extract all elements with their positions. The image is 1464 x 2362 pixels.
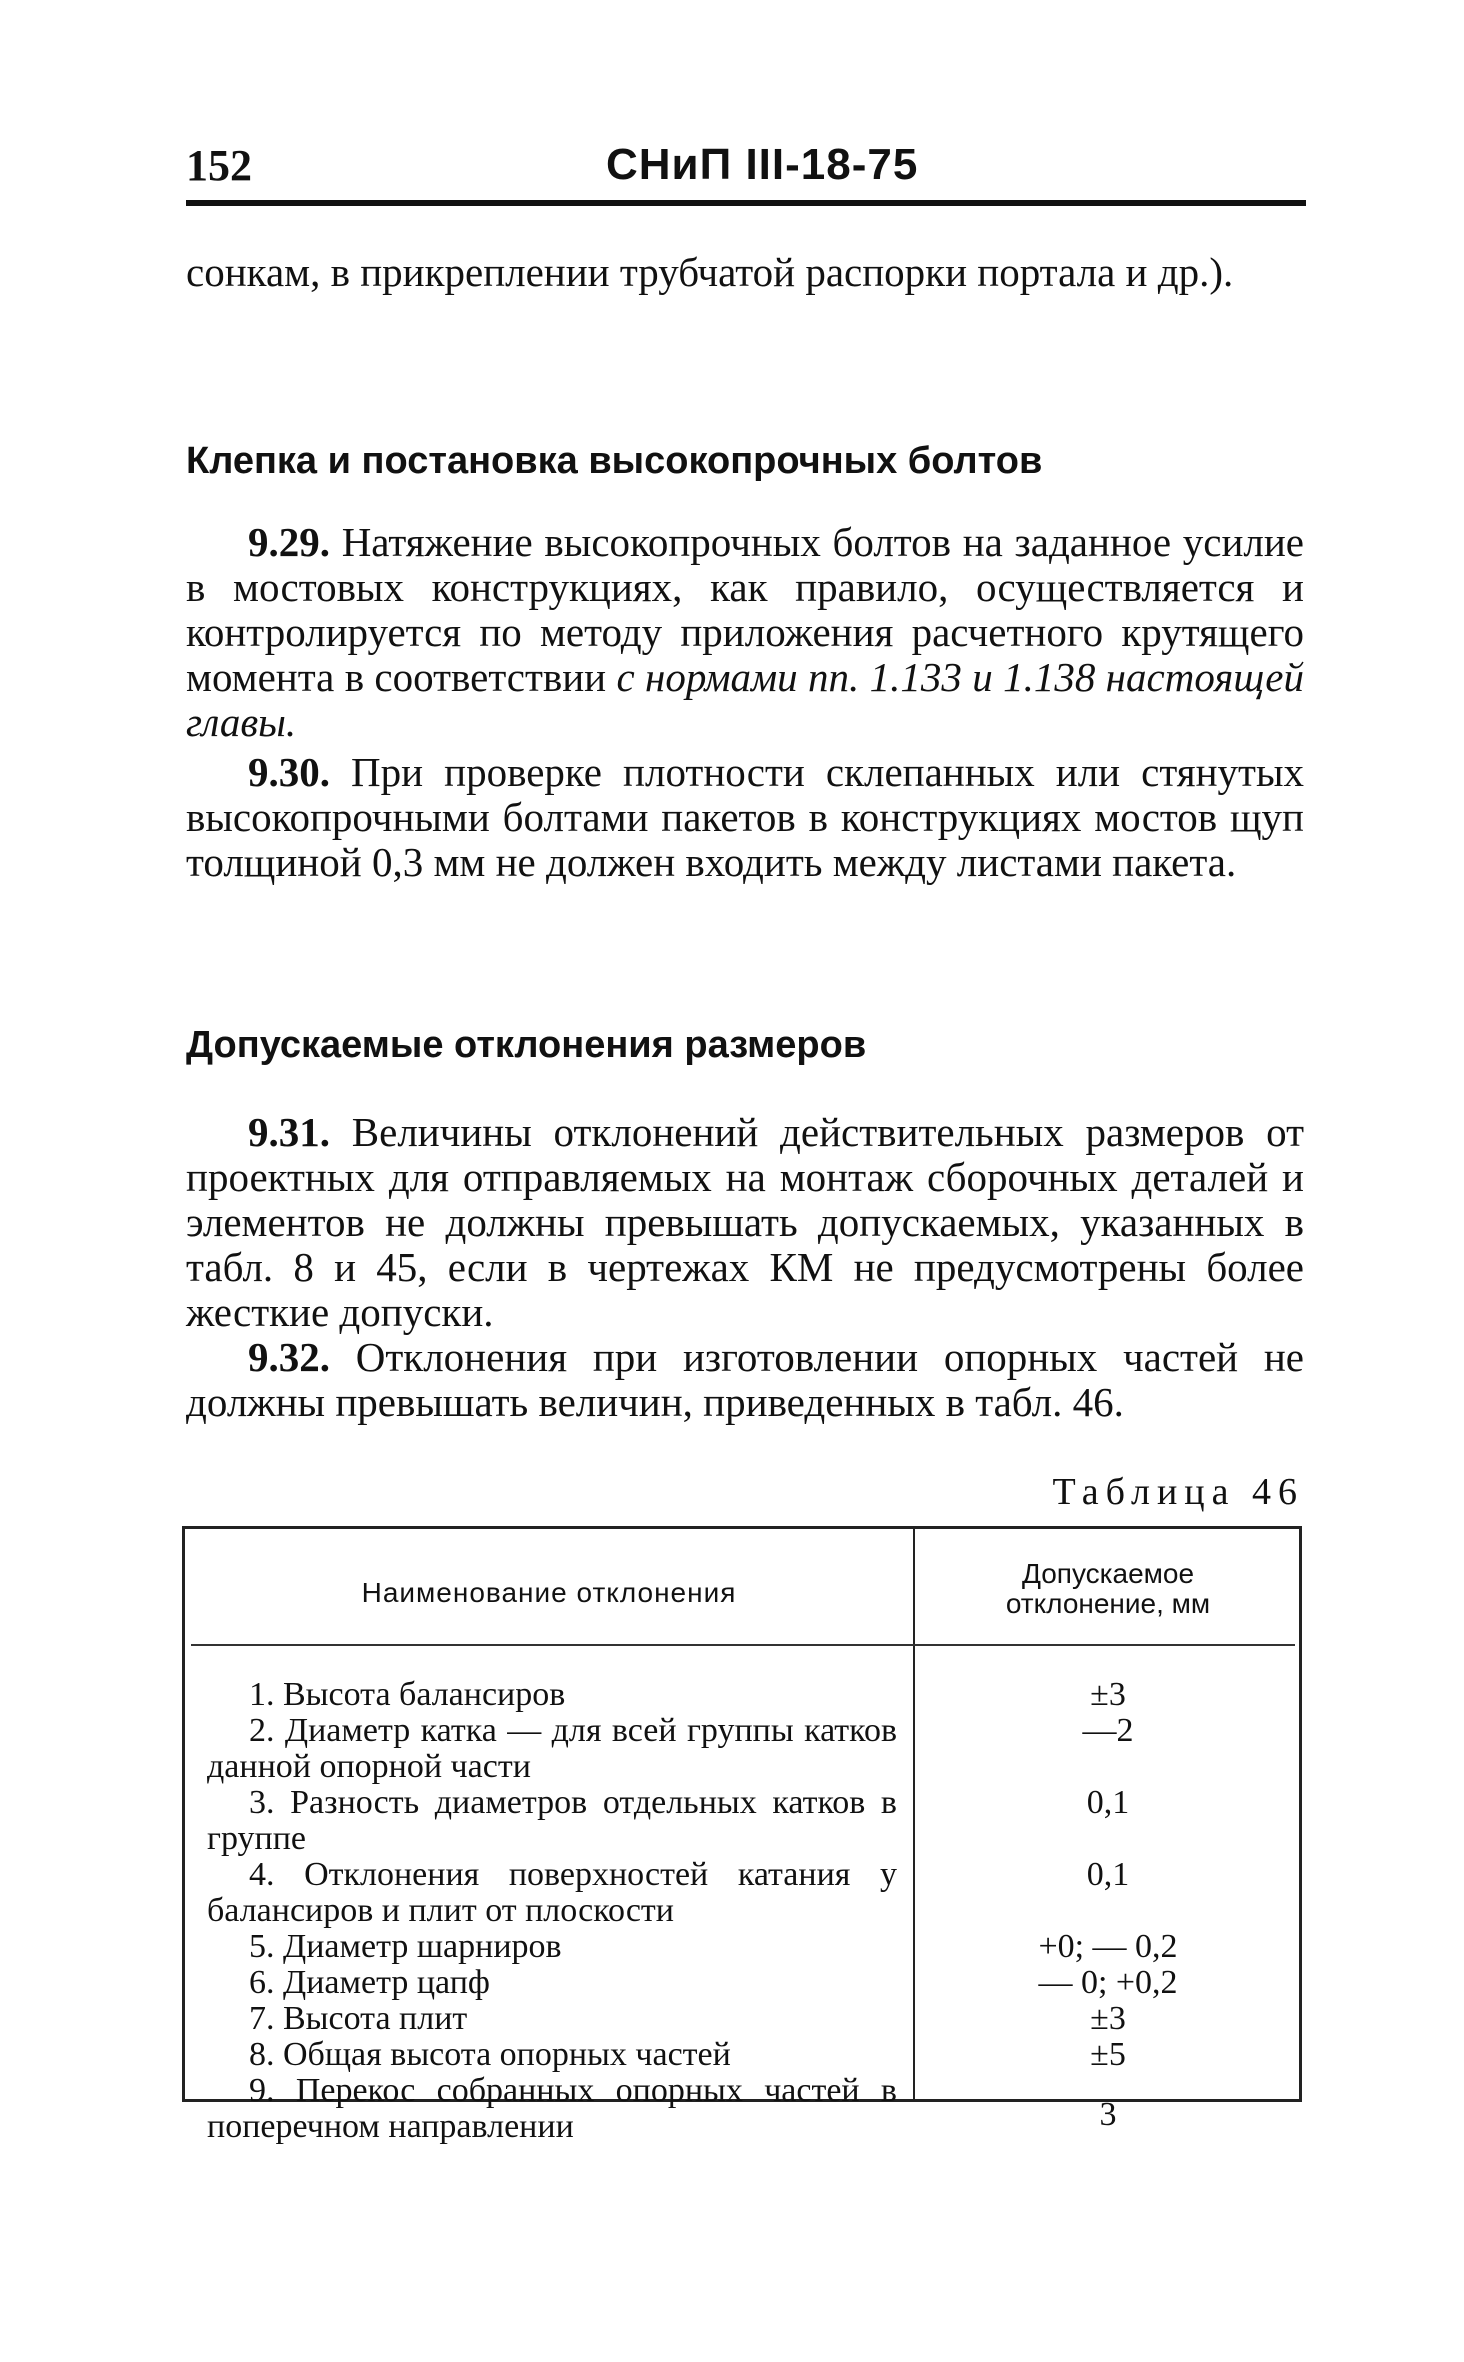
row-value: ±3: [1090, 2000, 1126, 2037]
paragraph-number: 9.31.: [248, 1109, 330, 1155]
header-rule: [191, 1644, 1295, 1646]
row-value: +0; — 0,2: [1038, 1928, 1178, 1965]
page-header: [186, 140, 1306, 200]
paragraph-text: Величины отклонений действительных размеров от проектных для отправляемых на монтаж сборочных деталей и элементов не должны превышать допускаемых, указанных в табл. 8 и 45, если в чертежах КМ не предусмотрены более жесткие допуски.: [186, 1109, 1304, 1335]
paragraph-text-reference: с нормами пп. 1.133 и 1.138 настоящей главы.: [186, 654, 1305, 745]
row-label: 8. Общая высота опорных частей: [249, 2036, 731, 2073]
paragraph-number: 9.32.: [248, 1334, 330, 1380]
paragraph-9-31: [186, 1110, 1304, 1335]
row-label: 2. Диаметр катка — для всей группы катков данной опорной части: [207, 1712, 897, 1785]
section-heading-deviations: Допускаемые отклонения размеров: [186, 1024, 867, 1066]
row-value: —2: [1082, 1712, 1134, 1749]
section-heading-riveting: Клепка и постановка высокопрочных болтов: [186, 440, 1043, 482]
row-label: 4. Отклонения поверхностей катания у балансиров и плит от плоскости: [207, 1856, 897, 1929]
row-label: 1. Высота балансиров: [249, 1676, 566, 1713]
table-caption: Таблица 46: [1052, 1471, 1304, 1513]
paragraph-number: 9.30.: [248, 749, 330, 795]
row-value: 0,1: [1086, 1784, 1130, 1821]
paragraph-text: При проверке плотности склепанных или стянутых высокопрочными болтами пакетов в конструкциях мостов щуп толщиной 0,3 мм не должен входить между листами пакета.: [186, 749, 1304, 885]
column-header-line: Допускаемое: [1021, 1558, 1195, 1589]
row-label: 3. Разность диаметров отдельных катков в группе: [207, 1784, 897, 1857]
paragraph-text: Отклонения при изготовлении опорных частей не должны превышать величин, приведенных в табл. 46.: [186, 1334, 1305, 1425]
row-label: 5. Диаметр шарниров: [249, 1928, 562, 1965]
column-header-tolerance: [915, 1559, 1301, 1619]
paragraph-number: 9.29.: [248, 519, 330, 565]
paragraph-9-30: [186, 750, 1304, 885]
running-title: СНиП III-18-75: [606, 140, 919, 189]
header-rule: [186, 200, 1306, 206]
row-value: — 0; +0,2: [1038, 1964, 1178, 2001]
paragraph-text: Натяжение высокопрочных болтов на заданное усилие в мостовых конструкциях, как правило, осуществляется и контролируется по методу приложения расчетного крутящего момента в соответствии: [186, 519, 1305, 700]
paragraph-9-32: [186, 1335, 1304, 1425]
page-number: 152: [186, 141, 252, 190]
row-label: 7. Высота плит: [249, 2000, 468, 2037]
paragraph-9-29: [186, 520, 1304, 745]
column-header-name: Наименование отклонения: [361, 1577, 737, 1608]
column-header-line: отклонение, мм: [1005, 1588, 1211, 1619]
row-value: 0,1: [1086, 1856, 1130, 1893]
tolerance-table: [182, 1526, 1302, 2145]
row-value: 3: [1099, 2096, 1117, 2133]
row-value: ±5: [1090, 2036, 1126, 2073]
continuation-paragraph: сонкам, в прикреплении трубчатой распорки портала и др.).: [186, 249, 1234, 295]
row-label: 6. Диаметр цапф: [249, 1964, 490, 2001]
row-value: ±3: [1090, 1676, 1126, 1713]
row-label: 9. Перекос собранных опорных частей в поперечном направлении: [207, 2072, 897, 2145]
